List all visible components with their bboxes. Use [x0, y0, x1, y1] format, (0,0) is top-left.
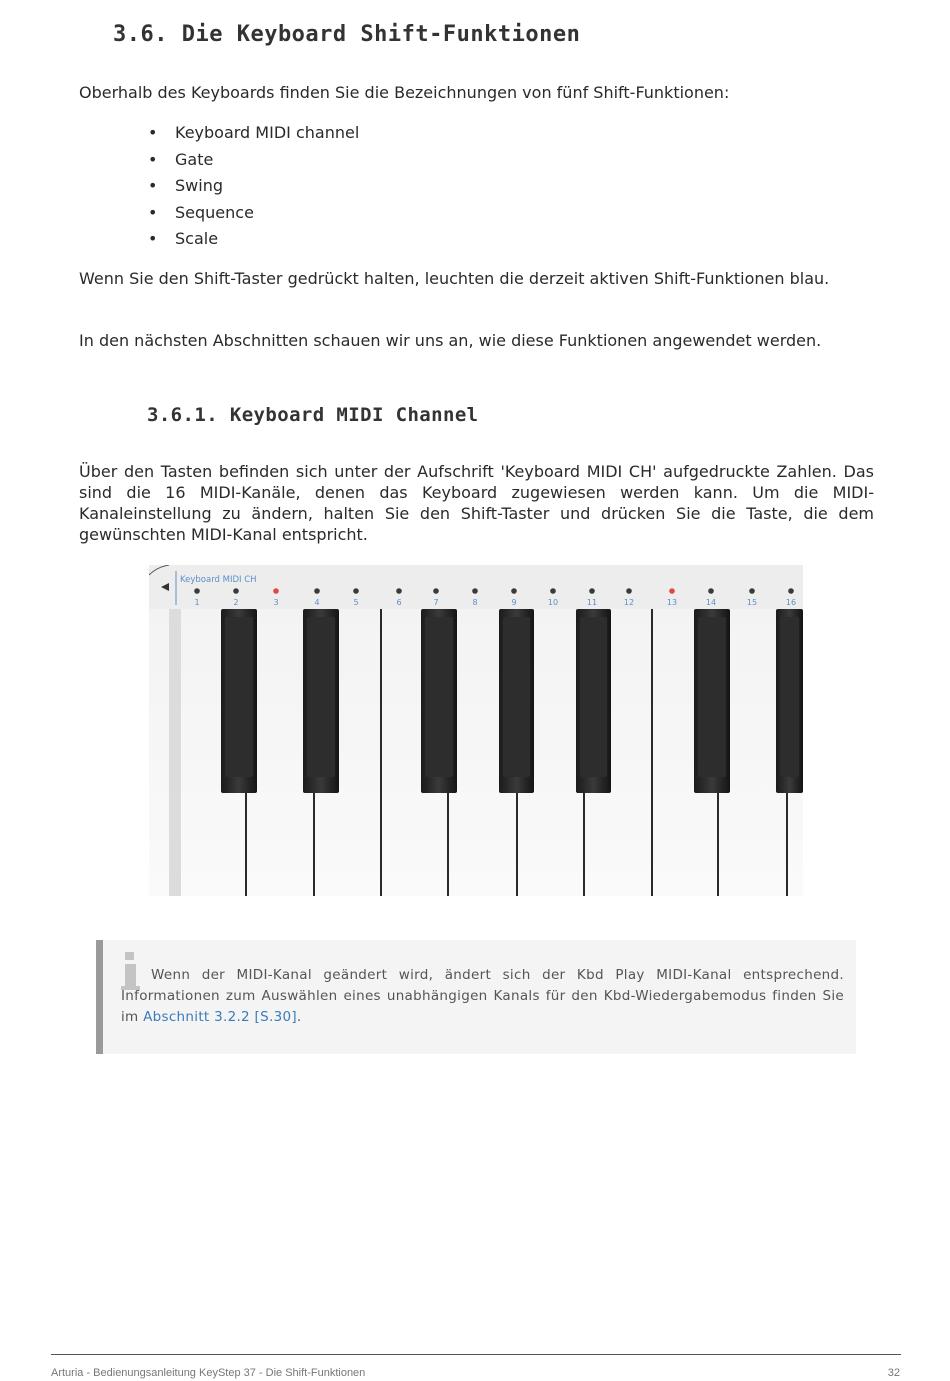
- shift-paragraph: Wenn Sie den Shift-Taster gedrückt halten, leuchten die derzeit aktiven Shift-Funktionen blau.: [79, 269, 830, 288]
- midi-channel-number: 13: [666, 598, 678, 607]
- note-body: Wenn der MIDI-Kanal geändert wird, ändert sich der Kbd Play MIDI-Kanal entsprechend. Informationen zum Auswählen eines unabhängigen Kanals für den Kbd-Wiedergabemodus finden Sie im: [121, 967, 844, 1025]
- midi-channel-led: [589, 588, 595, 594]
- midi-channel-number: 11: [586, 598, 598, 607]
- midi-channel-number: 9: [511, 598, 517, 607]
- list-item: [148, 173, 359, 200]
- midi-channel-number: 10: [547, 598, 559, 607]
- black-key-top: [580, 617, 607, 777]
- midi-channel-led: [396, 588, 402, 594]
- list-item-label: Gate: [175, 149, 214, 169]
- midi-channel-led: [708, 588, 714, 594]
- bullet-glyph: •: [148, 149, 158, 169]
- midi-channel-led: [550, 588, 556, 594]
- bullet-glyph: •: [148, 176, 158, 196]
- midi-channel-number: 1: [194, 598, 200, 607]
- midi-channel-led: [669, 588, 675, 594]
- keyboard-photo: [149, 565, 803, 896]
- black-key-top: [307, 617, 335, 777]
- midi-channel-number: 14: [705, 598, 717, 607]
- list-item: [148, 200, 359, 227]
- midi-channel-number: 16: [785, 598, 797, 607]
- midi-channel-led: [749, 588, 755, 594]
- subsection-heading: 3.6.1. Keyboard MIDI Channel: [147, 404, 479, 426]
- list-item-label: Scale: [175, 229, 219, 249]
- note-suffix: .: [296, 1009, 302, 1025]
- midi-channel-led: [233, 588, 239, 594]
- black-key-top: [225, 617, 253, 777]
- black-key-top: [503, 617, 530, 777]
- midi-channel-led: [194, 588, 200, 594]
- footer-title: Arturia - Bedienungsanleitung KeyStep 37 - Die Shift-Funktionen: [51, 1367, 366, 1379]
- list-item-label: Keyboard MIDI channel: [175, 123, 360, 142]
- info-note: [96, 940, 856, 1054]
- midi-channel-number: 4: [314, 598, 320, 607]
- page-number: 32: [887, 1367, 900, 1379]
- midi-channel-number: 12: [623, 598, 635, 607]
- list-item: [148, 147, 359, 174]
- next-sections-paragraph: In den nächsten Abschnitten schauen wir uns an, wie diese Funktionen angewendet werden.: [79, 331, 822, 350]
- midi-channel-number: 2: [233, 598, 239, 607]
- note-text: [121, 965, 844, 1028]
- midi-channel-led: [511, 588, 517, 594]
- midi-channel-led: [433, 588, 439, 594]
- bullet-glyph: •: [148, 123, 158, 142]
- list-item-label: Swing: [175, 176, 223, 196]
- midi-channel-led: [353, 588, 359, 594]
- midi-channel-led: [314, 588, 320, 594]
- midi-channel-number: 7: [433, 598, 439, 607]
- midi-channel-led: [472, 588, 478, 594]
- intro-paragraph: Oberhalb des Keyboards finden Sie die Bezeichnungen von fünf Shift-Funktionen:: [79, 83, 730, 102]
- midi-channel-paragraph: Über den Tasten befinden sich unter der Aufschrift 'Keyboard MIDI CH' aufgedruckte Zahlen. Das sind die 16 MIDI-Kanäle, denen das Keyboard zugewiesen werden kann. Um die MIDI-Kanaleinstellung zu ändern, halten Sie den Shift-Taster und drücken Sie die Taste, die dem gewünschten MIDI-Kanal entspricht.: [79, 462, 874, 544]
- midi-channel-number: 3: [273, 598, 279, 607]
- black-key-top: [780, 617, 799, 777]
- midi-channel-number: 15: [746, 598, 758, 607]
- bullet-glyph: •: [148, 229, 158, 249]
- section-link[interactable]: Abschnitt 3.2.2 [S.30]: [143, 1009, 297, 1025]
- list-item-label: Sequence: [175, 202, 254, 222]
- list-item: [148, 226, 359, 253]
- black-key-top: [425, 617, 453, 777]
- section-heading: 3.6. Die Keyboard Shift-Funktionen: [113, 22, 581, 47]
- shift-function-list: [148, 120, 359, 253]
- midi-channel-led: [788, 588, 794, 594]
- black-key-top: [698, 617, 726, 777]
- midi-channel-number: 6: [396, 598, 402, 607]
- midi-channel-number: 5: [353, 598, 359, 607]
- list-item: [148, 120, 359, 147]
- midi-channel-led: [273, 588, 279, 594]
- midi-channel-number: 8: [472, 598, 478, 607]
- footer-divider: [51, 1354, 901, 1355]
- keyboard-edge: [169, 609, 181, 896]
- midi-channel-led: [626, 588, 632, 594]
- keyboard-midi-ch-label: Keyboard MIDI CH: [180, 575, 257, 585]
- bullet-glyph: •: [148, 202, 158, 222]
